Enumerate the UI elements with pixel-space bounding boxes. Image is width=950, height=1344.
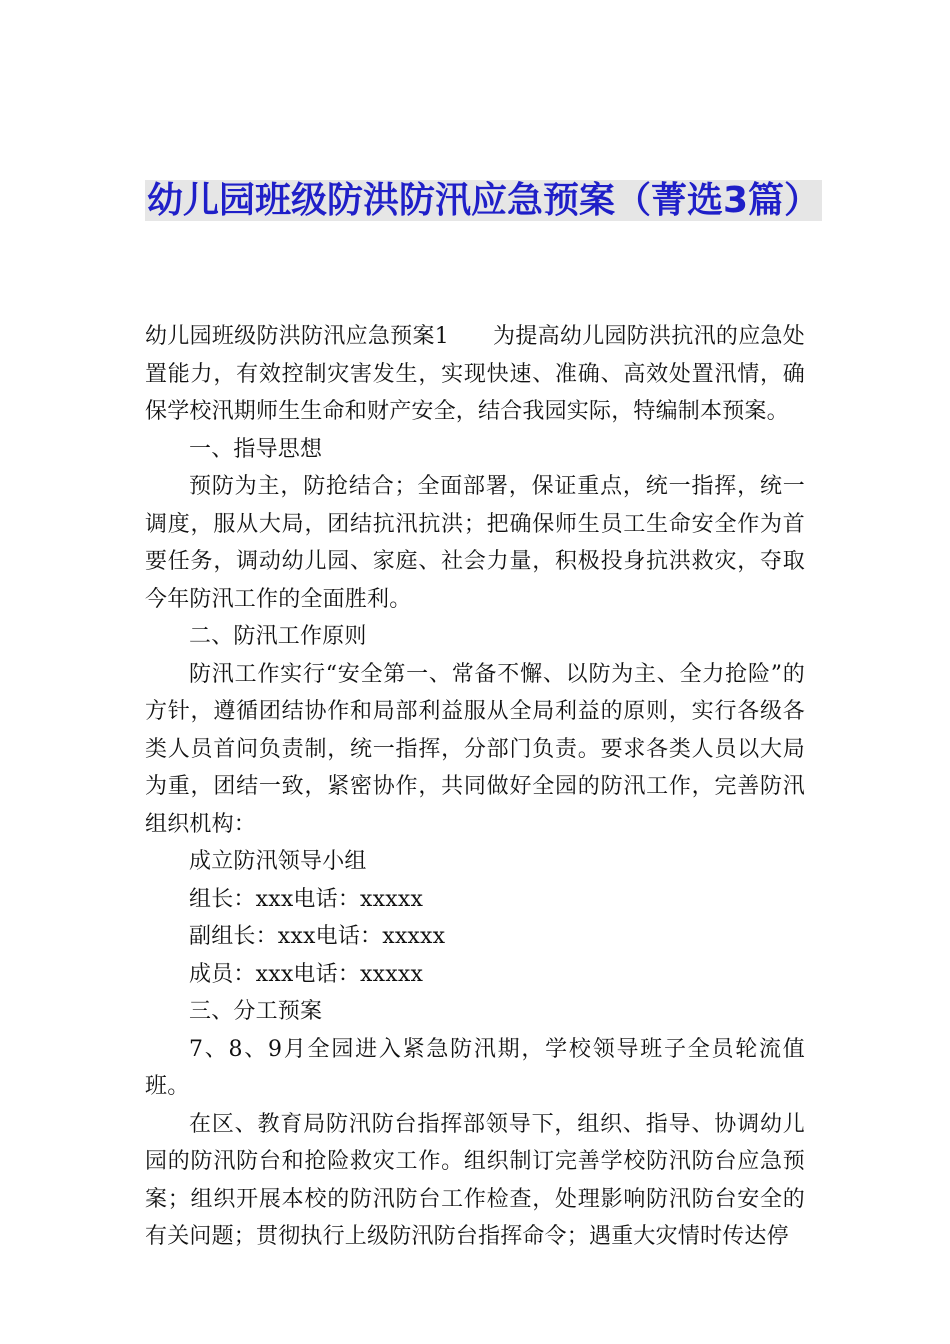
intro-label: 幼儿园班级防洪防汛应急预案1 (145, 324, 449, 349)
intro-paragraph (145, 318, 805, 431)
deputy-leader-line: 副组长：xxx电话：xxxxx (189, 924, 446, 949)
paragraph-guiding-ideology: 预防为主，防抢结合；全面部署，保证重点，统一指挥，统一调度，服从大局，团结抗汛抗洪；把确保师生员工生命安全作为首要任务，调动幼儿园、家庭、社会力量，积极投身抗洪救灾，夺取今年防汛工作的全面胜利。 (145, 474, 805, 612)
section-heading-principles: 二、防汛工作原则 (189, 624, 367, 649)
document-body (145, 318, 805, 1256)
section-heading-guiding-ideology: 一、指导思想 (189, 436, 323, 462)
section-heading-division: 三、分工预案 (189, 999, 323, 1024)
paragraph-responsibilities: 在区、教育局防汛防台指挥部领导下，组织、指导、协调幼儿园的防汛防台和抢险救灾工作。组织制订完善学校防汛防台应急预案；组织开展本校的防汛防台工作检查，处理影响防汛防台安全的有关问题；贯彻执行上级防汛防台指挥命令；遇重大灾情时传达停 (145, 1111, 805, 1249)
paragraph-duty-period: 7、8、9月全园进入紧急防汛期，学校领导班子全员轮流值班。 (145, 1036, 805, 1099)
paragraph-principles: 防汛工作实行“安全第一、常备不懈、以防为主、全力抢险”的方针，遵循团结协作和局部利益服从全局利益的原则，实行各级各类人员首问负责制，统一指挥，分部门负责。要求各类人员以大局为重，团结一致，紧密协作，共同做好全园的防汛工作，完善防汛组织机构： (145, 661, 805, 837)
members-line: 成员：xxx电话：xxxxx (189, 961, 424, 987)
document-title (145, 178, 821, 224)
group-leader-line: 组长：xxx电话：xxxxx (189, 886, 424, 912)
document-title-text: 幼儿园班级防洪防汛应急预案（菁选3篇） (147, 180, 821, 221)
leading-group-heading: 成立防汛领导小组 (189, 849, 367, 874)
intro-text: 为提高幼儿园防洪抗汛的应急处置能力，有效控制灾害发生，实现快速、准确、高效处置汛情，确保学校汛期师生生命和财产安全，结合我园实际，特编制本预案。 (145, 324, 805, 424)
